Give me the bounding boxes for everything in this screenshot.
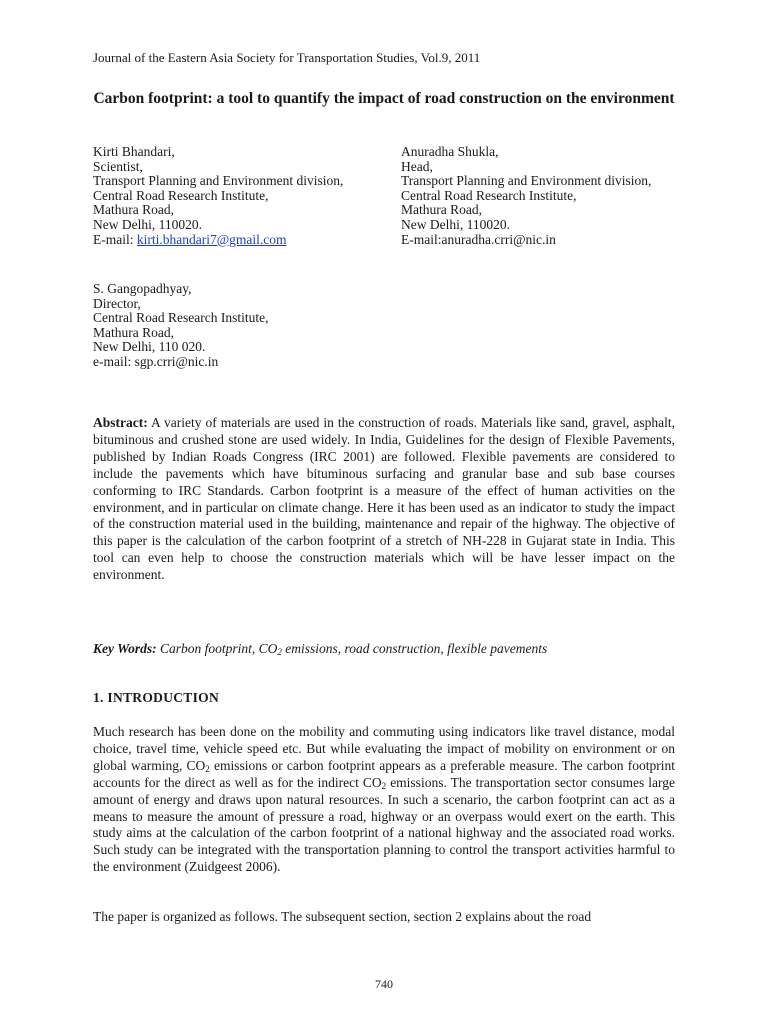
author-city: New Delhi, 110020. [401, 216, 510, 232]
author-road: Mathura Road, [401, 202, 482, 218]
author-institute: Central Road Research Institute, [93, 310, 269, 326]
author-division: Transport Planning and Environment division, [93, 173, 344, 189]
subscript-2: 2 [381, 780, 387, 791]
email-link[interactable]: kirti.bhandari7@gmail.com [136, 231, 287, 247]
author-name: Anuradha Shukla, [401, 144, 499, 159]
author-name: S. Gangopadhyay, [93, 281, 192, 296]
section-heading: 1. INTRODUCTION [93, 690, 220, 705]
author-division: Transport Planning and Environment division, [401, 173, 652, 189]
author-city: New Delhi, 110 020. [93, 339, 206, 355]
abstract-label: Abstract: [93, 415, 148, 430]
subscript-2: 2 [205, 763, 210, 774]
author-email [93, 233, 343, 248]
abstract-text: A variety of materials are used in the construction of roads. Materials like sand, gravel, asphalt, bituminous and crushed stone are used widely. In India, Guidelines for the design of Flexible Pavements, published by Indian Roads Congress (IRC 2001) are followed. Flexible pavements are considered to include the pavements which have bituminous surfacing and granular base and sub base courses conforming to IRC Standards. Carbon footprint is a measure of the effect of human activities on the environment, and in particular on climate change. Here it has been used as an indicator to study the impact of the construction material used in the building, maintenance and repair of the highway. The objective of this paper is the calculation of the carbon footprint of a stretch of NH-228 in Gujarat state in India. This tool can even help to choose the construction materials which will be have lesser impact on the environment. [93, 415, 675, 583]
author-position: Scientist, [93, 158, 143, 174]
author-name: Kirti Bhandari, [93, 144, 175, 159]
intro-paragraph-1 [93, 724, 675, 876]
author-email [93, 355, 268, 370]
author-institute: Central Road Research Institute, [93, 187, 269, 203]
email-label: E-mail: [401, 231, 442, 247]
author-email [401, 233, 651, 248]
paragraph-text: emissions. The transportation sector consumes large amount of energy and draws upon natural resources. In such a scenario, the carbon footprint can act as a means to measure the amount of pressure a road, highway or an overpass would exert on the earth. This study aims at the calculation of the carbon footprint of a national highway and the associated road works. Such study can be integrated with the transportation planning to control the transport activities harmful to the environment (Zuidgeest 2006). [93, 774, 675, 875]
keywords-label: Key Words: [93, 641, 157, 656]
keywords [93, 641, 547, 657]
author-institute: Central Road Research Institute, [401, 187, 577, 203]
author-road: Mathura Road, [93, 202, 174, 218]
keywords-text: Carbon footprint, CO [156, 641, 278, 656]
page-number: 740 [375, 977, 393, 991]
journal-header: Journal of the Eastern Asia Society for Transportation Studies, Vol.9, 2011 [93, 50, 481, 65]
author-position: Head, [401, 158, 433, 174]
author-block-3 [93, 282, 268, 370]
email-address: anuradha.crri@nic.in [441, 231, 556, 247]
author-position: Director, [93, 295, 141, 311]
author-block-1 [93, 145, 343, 247]
paragraph-text: Much research has been done on the mobility and commuting using indicators like travel distance, modal choice, travel time, vehicle speed etc. But while evaluating the impact of mobility on environment or on global warming, CO [93, 724, 675, 773]
subscript-2: 2 [277, 647, 282, 657]
author-road: Mathura Road, [93, 324, 174, 340]
email-label: E-mail: [93, 231, 137, 247]
email-address: sgp.crri@nic.in [134, 353, 219, 369]
keywords-text-rest: emissions, road construction, flexible pavements [281, 641, 548, 656]
paragraph-text: emissions or carbon footprint appears as a preferable measure. The carbon footprint accounts for the direct as well as for the indirect CO [93, 757, 675, 790]
author-block-2 [401, 145, 651, 247]
email-label: e-mail: [93, 353, 135, 369]
intro-paragraph-2: The paper is organized as follows. The subsequent section, section 2 explains about the road [93, 909, 592, 924]
author-city: New Delhi, 110020. [93, 216, 202, 232]
paper-title: Carbon footprint: a tool to quantify the impact of road construction on the environment [93, 90, 675, 107]
abstract [93, 415, 675, 584]
